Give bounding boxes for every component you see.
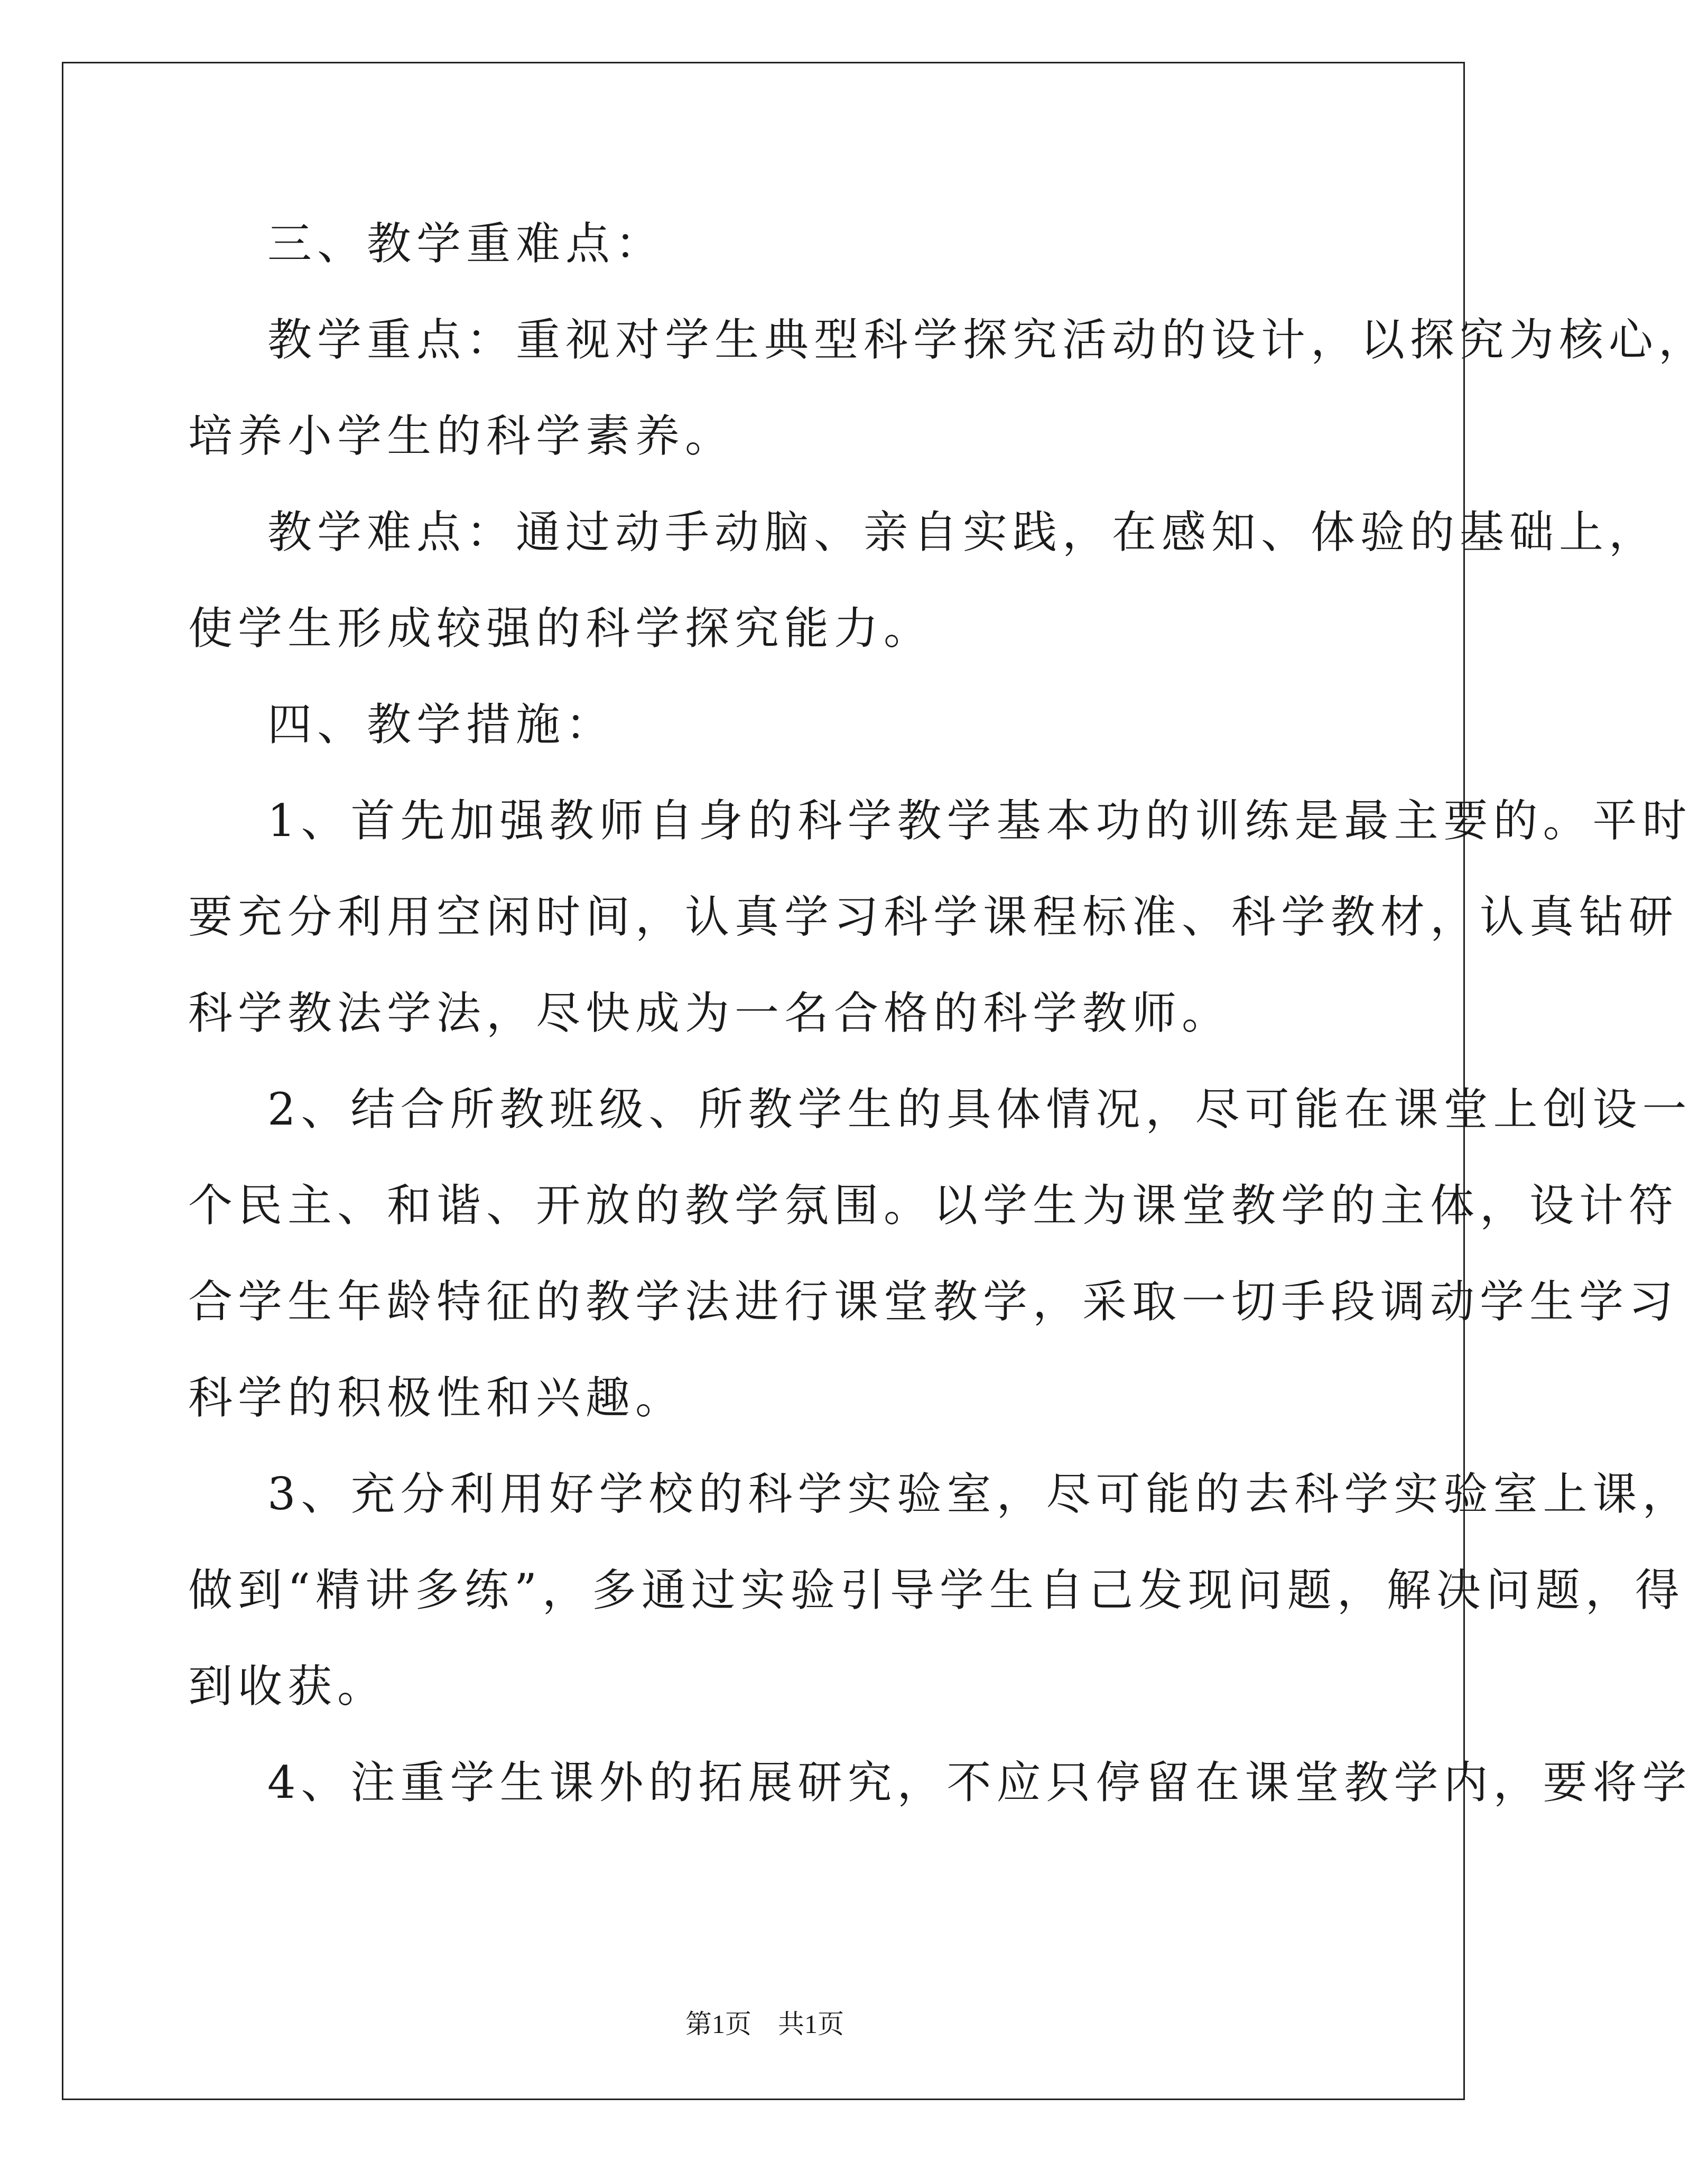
text-line: 要充分利用空闲时间，认真学习科学课程标准、科学教材，认真钻研 bbox=[188, 891, 1679, 943]
paragraph-measure-2 bbox=[188, 1061, 1692, 1157]
paragraph-measure-3 bbox=[188, 1446, 1692, 1542]
paragraph-teaching-difficulty-cont bbox=[188, 580, 1356, 676]
text-line: 四、教学措施： bbox=[267, 699, 616, 750]
page-number-footer: 第1页 共1页 bbox=[685, 2009, 844, 2039]
paragraph-measure-1 bbox=[188, 773, 1692, 869]
text-line: 2、结合所教班级、所教学生的具体情况，尽可能在课堂上创设一 bbox=[267, 1083, 1692, 1135]
heading-key-difficulties bbox=[188, 196, 1356, 292]
text-line: 使学生形成较强的科学探究能力。 bbox=[188, 602, 934, 654]
paragraph-measure-1-cont bbox=[188, 869, 1679, 965]
text-line: 教学重点：重视对学生典型科学探究活动的设计，以探究为核心， bbox=[267, 314, 1708, 366]
document-body bbox=[188, 196, 1708, 1831]
paragraph-teaching-focus-cont bbox=[188, 388, 1356, 484]
paragraph-teaching-focus bbox=[188, 292, 1708, 388]
paragraph-measure-2-cont bbox=[188, 1254, 1679, 1350]
heading-teaching-measures bbox=[188, 676, 1356, 773]
text-line: 3、充分利用好学校的科学实验室，尽可能的去科学实验室上课， bbox=[267, 1468, 1692, 1520]
text-line: 个民主、和谐、开放的教学氛围。以学生为课堂教学的主体，设计符 bbox=[188, 1180, 1679, 1231]
text-line: 1、首先加强教师自身的科学教学基本功的训练是最主要的。平时 bbox=[267, 795, 1692, 847]
text-line: 科学的积极性和兴趣。 bbox=[188, 1372, 685, 1424]
paragraph-measure-2-cont bbox=[188, 1350, 1356, 1446]
text-line: 到收获。 bbox=[188, 1660, 387, 1712]
text-line: 4、注重学生课外的拓展研究，不应只停留在课堂教学内，要将学 bbox=[267, 1757, 1692, 1808]
paragraph-measure-1-cont bbox=[188, 965, 1356, 1061]
text-line: 合学生年龄特征的教学法进行课堂教学，采取一切手段调动学生学习 bbox=[188, 1276, 1679, 1327]
text-line: 做到“精讲多练”，多通过实验引导学生自己发现问题，解决问题，得 bbox=[188, 1564, 1685, 1616]
paragraph-measure-4 bbox=[188, 1734, 1692, 1831]
paragraph-teaching-difficulty bbox=[188, 484, 1659, 580]
text-line: 教学难点：通过动手动脑、亲自实践，在感知、体验的基础上， bbox=[267, 506, 1659, 558]
text-line: 科学教法学法，尽快成为一名合格的科学教师。 bbox=[188, 987, 1232, 1039]
paragraph-measure-2-cont bbox=[188, 1157, 1679, 1254]
text-line: 培养小学生的科学素养。 bbox=[188, 410, 735, 462]
text-line: 三、教学重难点： bbox=[267, 218, 665, 270]
paragraph-measure-3-cont bbox=[188, 1638, 1356, 1734]
paragraph-measure-3-cont bbox=[188, 1542, 1685, 1638]
